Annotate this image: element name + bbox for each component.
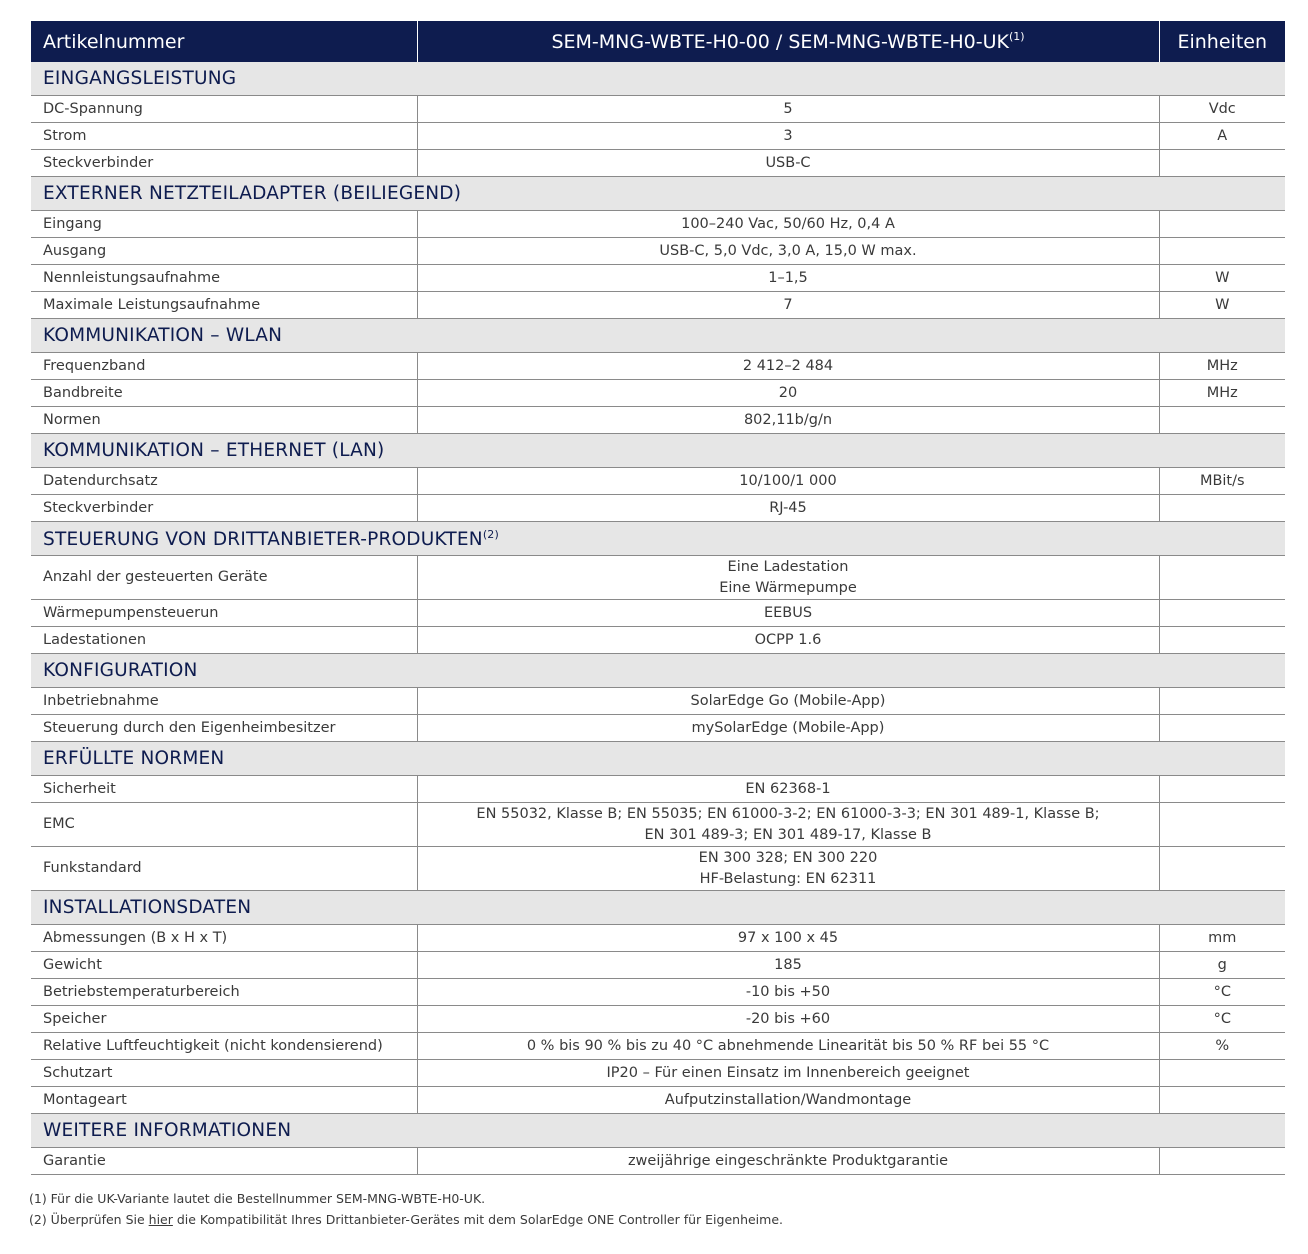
- spec-value-line: 97 x 100 x 45: [737, 929, 839, 946]
- spec-unit: [1159, 803, 1285, 847]
- spec-value-line: 1–1,5: [768, 269, 808, 286]
- spec-value: [417, 1033, 1159, 1060]
- section-title: ERFÜLLTE NORMEN: [31, 742, 1285, 776]
- table-row: [31, 96, 1285, 123]
- spec-unit: [1159, 407, 1285, 434]
- table-row: [31, 1060, 1285, 1087]
- spec-label: Anzahl der gesteuerten Geräte: [31, 556, 417, 600]
- spec-unit: [1159, 600, 1285, 627]
- spec-value-line: EN 62368-1: [745, 780, 831, 797]
- spec-value: [417, 407, 1159, 434]
- spec-value-line: EN 301 489-3; EN 301 489-17, Klasse B: [644, 826, 932, 843]
- spec-unit: [1159, 1148, 1285, 1175]
- header-article-number: Artikelnummer: [31, 21, 417, 62]
- section-title: STEUERUNG VON DRITTANBIETER-PRODUKTEN$^{(2)}$: [31, 522, 1285, 556]
- table-row: [31, 1006, 1285, 1033]
- table-row: [31, 803, 1285, 847]
- spec-unit: MBit/s: [1159, 468, 1285, 495]
- table-row: [31, 211, 1285, 238]
- spec-unit: [1159, 847, 1285, 891]
- spec-value: [417, 1006, 1159, 1033]
- spec-value: [417, 847, 1159, 891]
- table-row: [31, 627, 1285, 654]
- table-row: [31, 123, 1285, 150]
- spec-unit: [1159, 495, 1285, 522]
- spec-value: [417, 627, 1159, 654]
- spec-label: Normen: [31, 407, 417, 434]
- spec-label: EMC: [31, 803, 417, 847]
- spec-unit: °C: [1159, 1006, 1285, 1033]
- spec-value: [417, 96, 1159, 123]
- spec-value: [417, 380, 1159, 407]
- footnote-1: (1) Für die UK-Variante lautet die Bestellnummer SEM-MNG-WBTE-H0-UK.: [29, 1191, 486, 1206]
- spec-label: Montageart: [31, 1087, 417, 1114]
- spec-value-line: 5: [783, 100, 793, 117]
- spec-unit: [1159, 238, 1285, 265]
- spec-label: Maximale Leistungsaufnahme: [31, 292, 417, 319]
- section-header: [31, 742, 1285, 776]
- section-header: [31, 434, 1285, 468]
- table-row: [31, 353, 1285, 380]
- spec-value-line: Aufputzinstallation/Wandmontage: [664, 1091, 912, 1108]
- spec-value-line: 185: [774, 956, 802, 973]
- spec-value-line: RJ-45: [769, 499, 807, 516]
- spec-value: [417, 238, 1159, 265]
- table-row: [31, 556, 1285, 600]
- spec-value: [417, 468, 1159, 495]
- section-title: INSTALLATIONSDATEN: [31, 891, 1285, 925]
- spec-unit: [1159, 150, 1285, 177]
- spec-value-line: Eine Ladestation: [727, 558, 849, 575]
- spec-value: [417, 1148, 1159, 1175]
- footnote-ref-1: (1): [1008, 30, 1025, 43]
- spec-value: [417, 292, 1159, 319]
- spec-unit: %: [1159, 1033, 1285, 1060]
- footnote-ref-2: (2): [482, 527, 499, 541]
- table-row: [31, 238, 1285, 265]
- table-row: [31, 715, 1285, 742]
- spec-value: [417, 715, 1159, 742]
- spec-value-line: SolarEdge Go (Mobile-App): [690, 692, 886, 709]
- spec-unit: mm: [1159, 925, 1285, 952]
- spec-label: Strom: [31, 123, 417, 150]
- section-header: [31, 654, 1285, 688]
- section-title: KOMMUNIKATION – ETHERNET (LAN): [31, 434, 1285, 468]
- spec-label: Nennleistungsaufnahme: [31, 265, 417, 292]
- header-units: Einheiten: [1159, 21, 1285, 62]
- spec-value-line: 2 412–2 484: [742, 357, 834, 374]
- header-model-numbers: SEM-MNG-WBTE-H0-00 / SEM-MNG-WBTE-H0-UK$^{(1)}$: [417, 21, 1159, 62]
- spec-value-line: EN 300 328; EN 300 220: [698, 849, 878, 866]
- spec-unit: W: [1159, 292, 1285, 319]
- spec-value: [417, 979, 1159, 1006]
- spec-table-body: [31, 62, 1285, 1175]
- section-title: KOMMUNIKATION – WLAN: [31, 319, 1285, 353]
- spec-label: Garantie: [31, 1148, 417, 1175]
- table-row: [31, 1148, 1285, 1175]
- section-title: EINGANGSLEISTUNG: [31, 62, 1285, 96]
- spec-label: Datendurchsatz: [31, 468, 417, 495]
- spec-value-line: EEBUS: [763, 604, 813, 621]
- spec-value: [417, 803, 1159, 847]
- spec-value-line: USB-C, 5,0 Vdc, 3,0 A, 15,0 W max.: [659, 242, 917, 259]
- spec-value: [417, 1060, 1159, 1087]
- section-header: [31, 891, 1285, 925]
- spec-value-line: 10/100/1 000: [739, 472, 837, 489]
- spec-label: Eingang: [31, 211, 417, 238]
- section-header: [31, 177, 1285, 211]
- spec-unit: [1159, 715, 1285, 742]
- spec-value-line: 0 % bis 90 % bis zu 40 °C abnehmende Linearität bis 50 % RF bei 55 °C: [526, 1037, 1050, 1054]
- table-row: [31, 776, 1285, 803]
- spec-label: Funkstandard: [31, 847, 417, 891]
- spec-unit: MHz: [1159, 380, 1285, 407]
- table-row: [31, 952, 1285, 979]
- spec-value: [417, 211, 1159, 238]
- spec-unit: [1159, 211, 1285, 238]
- spec-value-line: Eine Wärmepumpe: [719, 579, 857, 596]
- spec-unit: [1159, 556, 1285, 600]
- table-row: [31, 468, 1285, 495]
- spec-value-line: -20 bis +60: [745, 1010, 831, 1027]
- spec-label: Steckverbinder: [31, 495, 417, 522]
- spec-unit: [1159, 1060, 1285, 1087]
- spec-unit: °C: [1159, 979, 1285, 1006]
- table-row: [31, 600, 1285, 627]
- spec-label: Inbetriebnahme: [31, 688, 417, 715]
- spec-label: Sicherheit: [31, 776, 417, 803]
- spec-label: Speicher: [31, 1006, 417, 1033]
- footnotes: [29, 1188, 783, 1230]
- table-row: [31, 407, 1285, 434]
- spec-value-line: -10 bis +50: [745, 983, 831, 1000]
- table-header-row: [31, 21, 1285, 62]
- section-header: [31, 522, 1285, 556]
- table-row: [31, 847, 1285, 891]
- spec-value-line: mySolarEdge (Mobile-App): [691, 719, 885, 736]
- section-title: EXTERNER NETZTEILADAPTER (BEILIEGEND): [31, 177, 1285, 211]
- spec-value-line: IP20 – Für einen Einsatz im Innenbereich geeignet: [606, 1064, 970, 1081]
- table-row: [31, 979, 1285, 1006]
- table-row: [31, 292, 1285, 319]
- table-row: [31, 1087, 1285, 1114]
- spec-value: [417, 123, 1159, 150]
- spec-unit: [1159, 776, 1285, 803]
- spec-value: [417, 776, 1159, 803]
- spec-unit: [1159, 627, 1285, 654]
- spec-value: [417, 495, 1159, 522]
- spec-value: [417, 688, 1159, 715]
- spec-value-line: zweijährige eingeschränkte Produktgarantie: [627, 1152, 949, 1169]
- spec-value: [417, 600, 1159, 627]
- spec-value: [417, 1087, 1159, 1114]
- table-row: [31, 380, 1285, 407]
- section-title: WEITERE INFORMATIONEN: [31, 1114, 1285, 1148]
- spec-value-line: HF-Belastung: EN 62311: [699, 870, 877, 887]
- spec-label: Steuerung durch den Eigenheimbesitzer: [31, 715, 417, 742]
- spec-value: [417, 265, 1159, 292]
- spec-value-line: 20: [778, 384, 798, 401]
- spec-label: Frequenzband: [31, 353, 417, 380]
- spec-value-line: 3: [783, 127, 793, 144]
- spec-label: Schutzart: [31, 1060, 417, 1087]
- section-header: [31, 62, 1285, 96]
- spec-label: Abmessungen (B x H x T): [31, 925, 417, 952]
- spec-value: [417, 925, 1159, 952]
- section-title: KONFIGURATION: [31, 654, 1285, 688]
- spec-unit: A: [1159, 123, 1285, 150]
- spec-table: [31, 21, 1285, 1175]
- spec-value: [417, 150, 1159, 177]
- spec-label: Betriebstemperaturbereich: [31, 979, 417, 1006]
- compatibility-link[interactable]: hier: [148, 1212, 173, 1227]
- spec-label: Ladestationen: [31, 627, 417, 654]
- spec-label: Wärmepumpensteuerun: [31, 600, 417, 627]
- spec-value-line: 100–240 Vac, 50/60 Hz, 0,4 A: [681, 215, 895, 232]
- spec-label: Gewicht: [31, 952, 417, 979]
- footnote-2: (2) Überprüfen Sie hier die Kompatibilität Ihres Drittanbieter-Gerätes mit dem SolarEdge ONE Controller für Eigenheime.: [29, 1212, 783, 1227]
- table-row: [31, 925, 1285, 952]
- section-header: [31, 319, 1285, 353]
- table-row: [31, 688, 1285, 715]
- spec-value-line: EN 55032, Klasse B; EN 55035; EN 61000-3-2; EN 61000-3-3; EN 301 489-1, Klasse B;: [476, 805, 1100, 822]
- spec-value-line: USB-C: [765, 154, 811, 171]
- spec-label: Bandbreite: [31, 380, 417, 407]
- spec-label: Steckverbinder: [31, 150, 417, 177]
- spec-value-line: OCPP 1.6: [754, 631, 822, 648]
- spec-unit: MHz: [1159, 353, 1285, 380]
- spec-unit: W: [1159, 265, 1285, 292]
- table-row: [31, 265, 1285, 292]
- spec-label: Ausgang: [31, 238, 417, 265]
- section-header: [31, 1114, 1285, 1148]
- table-row: [31, 495, 1285, 522]
- spec-label: Relative Luftfeuchtigkeit (nicht kondensierend): [31, 1033, 417, 1060]
- table-row: [31, 150, 1285, 177]
- spec-unit: g: [1159, 952, 1285, 979]
- spec-value: [417, 556, 1159, 600]
- spec-value: [417, 353, 1159, 380]
- spec-unit: Vdc: [1159, 96, 1285, 123]
- spec-value-line: 7: [783, 296, 793, 313]
- table-row: [31, 1033, 1285, 1060]
- spec-unit: [1159, 688, 1285, 715]
- spec-unit: [1159, 1087, 1285, 1114]
- spec-value: [417, 952, 1159, 979]
- spec-value-line: 802,11b/g/n: [743, 411, 833, 428]
- spec-label: DC-Spannung: [31, 96, 417, 123]
